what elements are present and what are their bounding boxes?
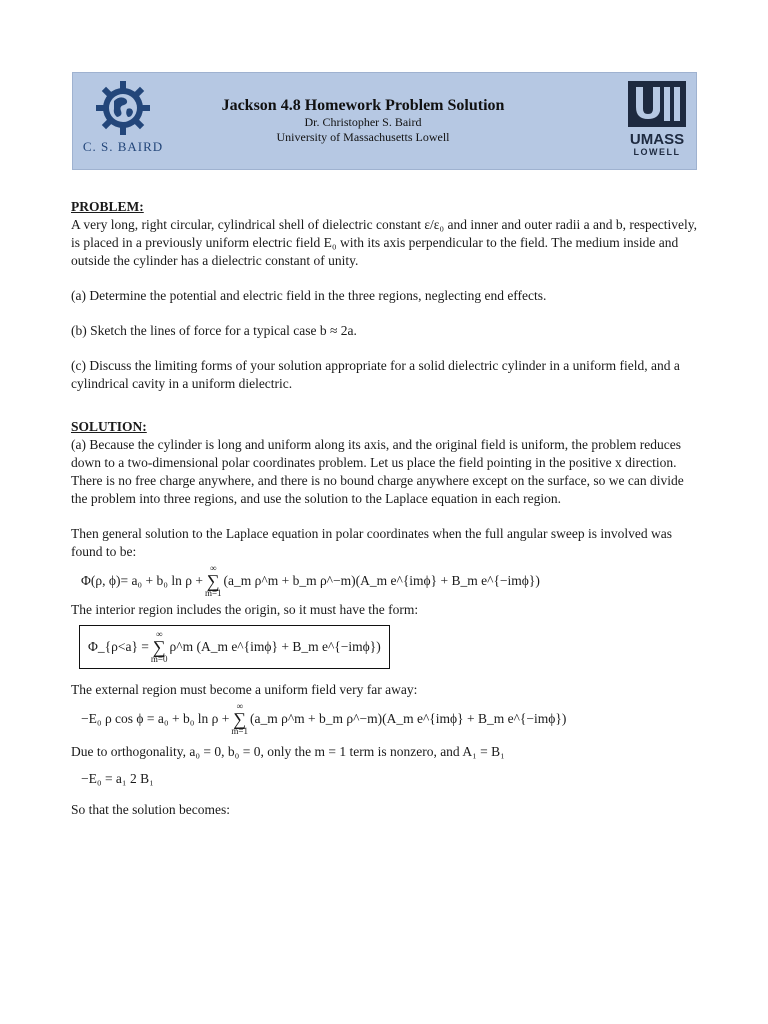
solution-paragraph-3: Then general solution to the Laplace equation in polar coordinates when the full angular sweep is involved was found to be: [71, 526, 672, 559]
equation-general [71, 561, 701, 601]
document-header [72, 72, 697, 170]
cs-baird-logo [81, 79, 165, 167]
solution-paragraph-7: So that the solution becomes: [71, 802, 230, 817]
gear-globe-icon [94, 79, 152, 137]
eq2-lhs: Φ_{ρ<a} = [88, 639, 149, 654]
problem-part-a: (a) Determine the potential and electric field in the three regions, neglecting end effects. [71, 288, 547, 303]
equation-e0: −E₀ = a₁ 2 B₁ [81, 771, 154, 786]
title-block [193, 97, 533, 145]
sum-lower: m=0 [150, 654, 168, 664]
document-body [71, 198, 701, 819]
equation-exterior [71, 699, 701, 739]
eq2-rhs: ρ^m (A_m e^{imϕ} + B_m e^{−imϕ}) [169, 639, 381, 654]
solution-paragraph-4: The interior region includes the origin, so it must have the form: [71, 602, 419, 617]
solution-heading: SOLUTION: [71, 419, 147, 434]
solution-paragraph-1: (a) Because the cylinder is long and uniform along its axis, and the original field is uniform, the problem reduces down to a two-dimensional polar coordinates problem. Let us place the field pointing in the positive x direction. [71, 437, 681, 470]
sum-lower: m=1 [204, 588, 222, 598]
equation-interior-boxed [79, 625, 390, 669]
umass-lowell-logo [626, 81, 688, 163]
logo-umass-text: UMASS [629, 131, 685, 148]
sum-lower: m=1 [231, 726, 248, 736]
sum-upper: ∞ [156, 629, 163, 639]
affiliation: University of Massachusetts Lowell [276, 130, 450, 144]
eq1-lhs: Φ(ρ, ϕ)= a₀ + b₀ ln ρ + [81, 573, 203, 588]
problem-heading: PROBLEM: [71, 199, 144, 214]
solution-paragraph-5: The external region must become a uniform field very far away: [71, 682, 418, 697]
eq1-rhs: (a_m ρ^m + b_m ρ^−m)(A_m e^{imϕ} + B_m e^{−imϕ}) [223, 573, 540, 588]
author: Dr. Christopher S. Baird [304, 115, 422, 129]
solution-paragraph-6: Due to orthogonality, a₀ = 0, b₀ = 0, only the m = 1 term is nonzero, and A₁ = B₁ [71, 744, 505, 759]
problem-part-c: (c) Discuss the limiting forms of your solution appropriate for a solid dielectric cylinder in a uniform field, and a cylindrical cavity in a uniform dielectric. [71, 358, 680, 391]
sum-upper: ∞ [236, 701, 243, 711]
problem-paragraph: A very long, right circular, cylindrical shell of dielectric constant ε/ε₀ and inner and outer radii a and b, respectively, is placed in a previously uniform electric field E₀ with its axis perpendicular to the field. The medium inside and outside the cylinder has a dielectric constant of unity. [71, 217, 698, 268]
summation: ∞ ∑ m=0 [150, 629, 168, 664]
logo-caption: C. S. BAIRD [82, 139, 164, 154]
solution-paragraph-2: There is no free charge anywhere, and there is no bound charge anywhere except on the surface, so we can divide the problem into three regions, and use the solution to the Laplace equation in each region. [71, 473, 684, 506]
umass-emblem-icon [628, 81, 686, 127]
eq3-rhs: (a_m ρ^m + b_m ρ^−m)(A_m e^{imϕ} + B_m e^{−imϕ}) [249, 711, 567, 726]
summation: ∞ ∑ m=1 [231, 701, 248, 736]
summation: ∞ ∑ m=1 [204, 563, 222, 598]
document-title: Jackson 4.8 Homework Problem Solution [221, 97, 505, 114]
eq3-lhs: −E₀ ρ cos ϕ = a₀ + b₀ ln ρ + [81, 711, 230, 726]
sum-upper: ∞ [210, 563, 217, 573]
logo-lowell-text: LOWELL [633, 147, 681, 157]
problem-part-b: (b) Sketch the lines of force for a typical case b ≈ 2a. [71, 323, 357, 338]
